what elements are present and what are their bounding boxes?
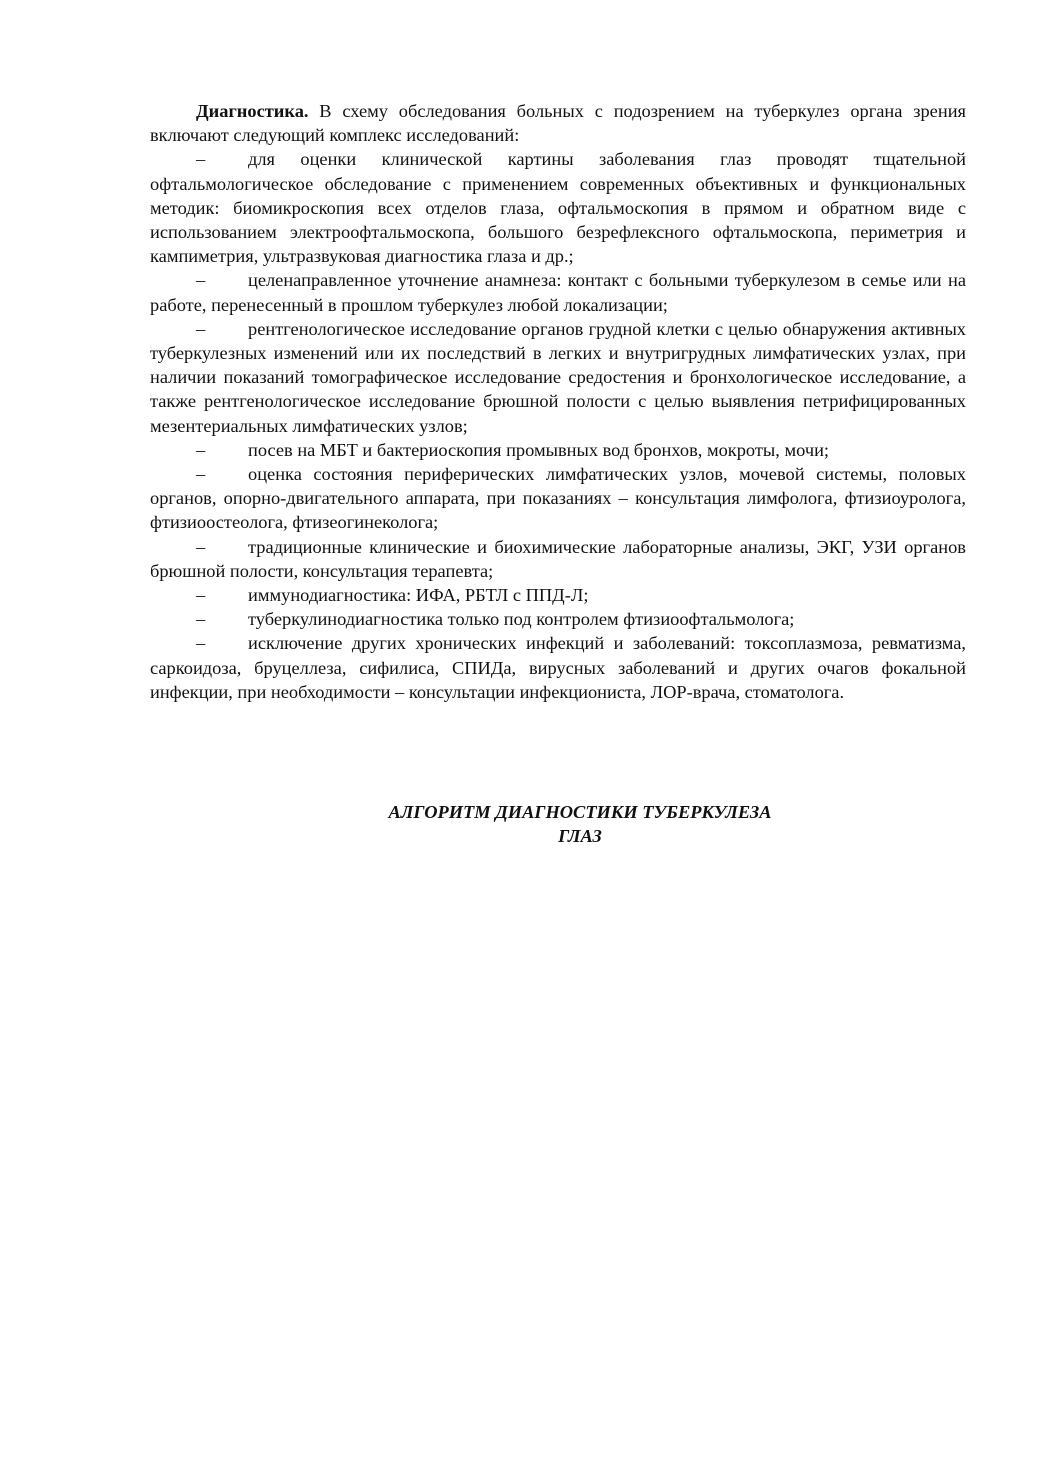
- list-item-text: целенаправленное уточнение анамнеза: контакт с больными туберкулезом в семье или на работе, перенесенный в прошлом туберкулез любой локализации;: [150, 270, 966, 315]
- bullet-dash: –: [196, 585, 206, 606]
- bullet-dash: –: [196, 149, 206, 170]
- intro-paragraph: [150, 99, 966, 147]
- list-item-text: иммунодиагностика: ИФА, РБТЛ с ППД-Л;: [248, 585, 589, 606]
- list-item: [150, 268, 966, 316]
- list-item: [150, 631, 966, 704]
- list-item: [150, 462, 966, 535]
- list-item-text: туберкулинодиагностика только под контролем фтизиоофтальмолога;: [248, 609, 795, 630]
- bullet-dash: –: [196, 318, 206, 339]
- heading-line-2: ГЛАЗ: [558, 826, 602, 846]
- list-item-text: оценка состояния периферических лимфатических узлов, мочевой системы, половых органов, опорно-двигательного аппарата, при показаниях – консультация лимфолога, фтизиоуролога, фтизиоостеолога, фтизеогинеколога;: [150, 464, 966, 533]
- list-item-text: посев на МБТ и бактериоскопия промывных вод бронхов, мокроты, мочи;: [248, 439, 830, 460]
- list-item: [150, 607, 966, 631]
- intro-text: В схему обследования больных с подозрением на туберкулез органа зрения включают следующий комплекс исследований:: [150, 101, 966, 146]
- bullet-dash: –: [196, 270, 206, 291]
- list-item: [150, 317, 966, 438]
- list-item: [150, 147, 966, 268]
- document-body: [150, 99, 966, 704]
- list-item-text: исключение других хронических инфекций и заболеваний: токсоплазмоза, ревматизма, саркоидоза, бруцеллеза, сифилиса, СПИДа, вирусных заболеваний и других очагов фокальной инфекции, при необходимости – консультации инфекциониста, ЛОР-врача, стоматолога.: [150, 633, 966, 702]
- bullet-dash: –: [196, 464, 206, 485]
- heading-line-1: АЛГОРИТМ ДИАГНОСТИКИ ТУБЕРКУЛЕЗА: [388, 802, 772, 822]
- bullet-dash: –: [196, 609, 206, 630]
- list-item-text: рентгенологическое исследование органов грудной клетки с целью обнаружения активных туберкулезных изменений или их последствий в легких и внутригрудных лимфатических узлах, при наличии показаний томографическое исследование средостения и бронхологическое исследование, а также рентгенологическое исследование брюшной полости с целью выявления петрифицированных мезентериальных лимфатических узлов;: [150, 318, 966, 436]
- list-item: [150, 438, 966, 462]
- list-item-text: для оценки клинической картины заболевания глаз проводят тщательной офтальмологическое обследование с применением современных объективных и функциональных методик: биомикроскопия всех отделов глаза, офтальмоскопия в прямом и обратном виде с использованием электроофтальмоскопа, большого безрефлексного офтальмоскопа, периметрия и кампиметрия, ультразвуковая диагностика глаза и др.;: [150, 149, 966, 267]
- list-item: [150, 583, 966, 607]
- intro-lead: Диагностика.: [196, 101, 309, 121]
- bullet-dash: –: [196, 439, 206, 460]
- section-heading: [150, 800, 1010, 848]
- list-item: [150, 535, 966, 583]
- bullet-dash: –: [196, 536, 206, 557]
- list-item-text: традиционные клинические и биохимические лабораторные анализы, ЭКГ, УЗИ органов брюшной полости, консультация терапевта;: [150, 536, 966, 581]
- bullet-dash: –: [196, 633, 206, 654]
